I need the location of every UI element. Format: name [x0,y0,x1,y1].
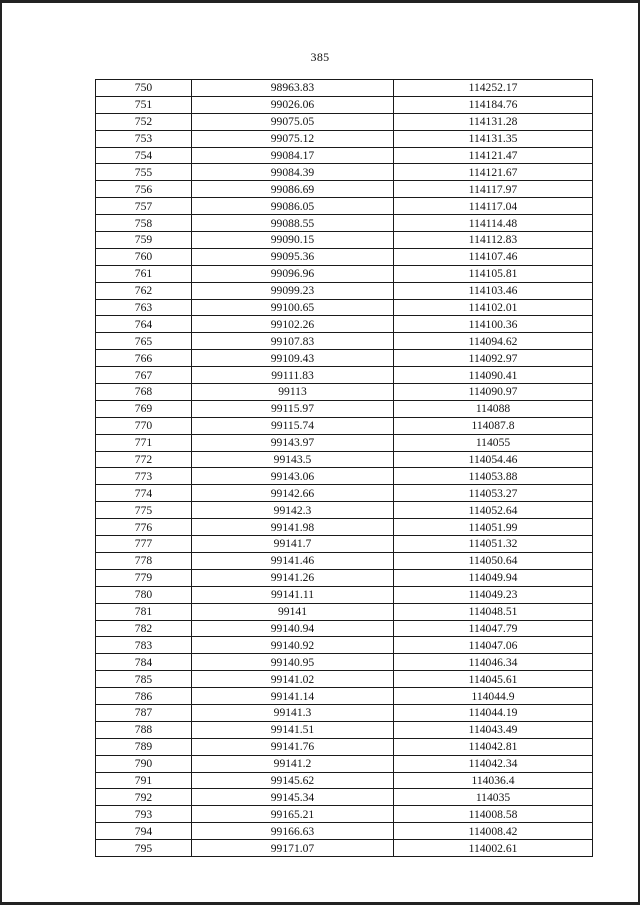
y-coordinate-cell: 114092.97 [394,350,593,367]
point-number-cell: 755 [96,164,192,181]
table-row [96,806,593,823]
x-coordinate-cell: 99140.94 [192,620,394,637]
table-row [96,215,593,232]
table-row [96,265,593,282]
table-row [96,316,593,333]
x-coordinate-cell: 99141 [192,603,394,620]
point-number-cell: 780 [96,586,192,603]
y-coordinate-cell: 114008.58 [394,806,593,823]
y-coordinate-cell: 114131.28 [394,113,593,130]
scan-border-top [0,0,640,3]
y-coordinate-cell: 114043.49 [394,721,593,738]
point-number-cell: 750 [96,80,192,97]
table-row [96,113,593,130]
table-row [96,738,593,755]
y-coordinate-cell: 114100.36 [394,316,593,333]
point-number-cell: 781 [96,603,192,620]
x-coordinate-cell: 99145.62 [192,772,394,789]
point-number-cell: 783 [96,637,192,654]
table-row [96,181,593,198]
x-coordinate-cell: 99107.83 [192,333,394,350]
y-coordinate-cell: 114045.61 [394,671,593,688]
x-coordinate-cell: 99115.97 [192,400,394,417]
y-coordinate-cell: 114184.76 [394,96,593,113]
y-coordinate-cell: 114044.9 [394,688,593,705]
y-coordinate-cell: 114117.04 [394,198,593,215]
y-coordinate-cell: 114036.4 [394,772,593,789]
point-number-cell: 779 [96,569,192,586]
table-row [96,654,593,671]
y-coordinate-cell: 114047.79 [394,620,593,637]
coordinate-table-body [96,80,593,857]
x-coordinate-cell: 99145.34 [192,789,394,806]
table-row [96,232,593,249]
point-number-cell: 760 [96,248,192,265]
coordinate-table [95,79,593,857]
x-coordinate-cell: 99086.05 [192,198,394,215]
table-row [96,755,593,772]
y-coordinate-cell: 114090.41 [394,367,593,384]
x-coordinate-cell: 99075.12 [192,130,394,147]
point-number-cell: 772 [96,451,192,468]
point-number-cell: 758 [96,215,192,232]
y-coordinate-cell: 114102.01 [394,299,593,316]
x-coordinate-cell: 99141.14 [192,688,394,705]
point-number-cell: 778 [96,552,192,569]
x-coordinate-cell: 99102.26 [192,316,394,333]
x-coordinate-cell: 99142.66 [192,485,394,502]
point-number-cell: 766 [96,350,192,367]
x-coordinate-cell: 99141.7 [192,536,394,553]
x-coordinate-cell: 99142.3 [192,502,394,519]
x-coordinate-cell: 99084.39 [192,164,394,181]
table-row [96,468,593,485]
y-coordinate-cell: 114035 [394,789,593,806]
x-coordinate-cell: 99086.69 [192,181,394,198]
x-coordinate-cell: 99140.92 [192,637,394,654]
x-coordinate-cell: 99143.06 [192,468,394,485]
table-row [96,569,593,586]
y-coordinate-cell: 114050.64 [394,552,593,569]
y-coordinate-cell: 114088 [394,400,593,417]
y-coordinate-cell: 114094.62 [394,333,593,350]
x-coordinate-cell: 99166.63 [192,823,394,840]
point-number-cell: 784 [96,654,192,671]
table-row [96,552,593,569]
point-number-cell: 765 [96,333,192,350]
x-coordinate-cell: 98963.83 [192,80,394,97]
point-number-cell: 761 [96,265,192,282]
x-coordinate-cell: 99140.95 [192,654,394,671]
table-row [96,400,593,417]
x-coordinate-cell: 99141.11 [192,586,394,603]
x-coordinate-cell: 99171.07 [192,840,394,857]
table-row [96,671,593,688]
table-row [96,704,593,721]
table-row [96,96,593,113]
point-number-cell: 793 [96,806,192,823]
y-coordinate-cell: 114090.97 [394,384,593,401]
y-coordinate-cell: 114002.61 [394,840,593,857]
table-row [96,417,593,434]
y-coordinate-cell: 114053.88 [394,468,593,485]
table-row [96,536,593,553]
x-coordinate-cell: 99141.26 [192,569,394,586]
point-number-cell: 763 [96,299,192,316]
point-number-cell: 773 [96,468,192,485]
table-row [96,130,593,147]
table-row [96,164,593,181]
x-coordinate-cell: 99100.65 [192,299,394,316]
point-number-cell: 762 [96,282,192,299]
y-coordinate-cell: 114042.81 [394,738,593,755]
x-coordinate-cell: 99084.17 [192,147,394,164]
table-row [96,299,593,316]
y-coordinate-cell: 114046.34 [394,654,593,671]
x-coordinate-cell: 99090.15 [192,232,394,249]
point-number-cell: 767 [96,367,192,384]
point-number-cell: 790 [96,755,192,772]
y-coordinate-cell: 114121.67 [394,164,593,181]
x-coordinate-cell: 99143.5 [192,451,394,468]
y-coordinate-cell: 114051.32 [394,536,593,553]
x-coordinate-cell: 99141.46 [192,552,394,569]
point-number-cell: 776 [96,519,192,536]
point-number-cell: 782 [96,620,192,637]
table-row [96,451,593,468]
y-coordinate-cell: 114117.97 [394,181,593,198]
point-number-cell: 792 [96,789,192,806]
table-row [96,282,593,299]
y-coordinate-cell: 114252.17 [394,80,593,97]
x-coordinate-cell: 99095.36 [192,248,394,265]
y-coordinate-cell: 114042.34 [394,755,593,772]
table-row [96,688,593,705]
point-number-cell: 787 [96,704,192,721]
y-coordinate-cell: 114053.27 [394,485,593,502]
point-number-cell: 794 [96,823,192,840]
table-row [96,147,593,164]
table-row [96,721,593,738]
y-coordinate-cell: 114047.06 [394,637,593,654]
table-row [96,840,593,857]
table-row [96,485,593,502]
point-number-cell: 754 [96,147,192,164]
x-coordinate-cell: 99143.97 [192,434,394,451]
table-row [96,637,593,654]
y-coordinate-cell: 114054.46 [394,451,593,468]
x-coordinate-cell: 99141.02 [192,671,394,688]
page-number: 385 [310,50,330,64]
point-number-cell: 769 [96,400,192,417]
point-number-cell: 753 [96,130,192,147]
x-coordinate-cell: 99115.74 [192,417,394,434]
point-number-cell: 752 [96,113,192,130]
x-coordinate-cell: 99099.23 [192,282,394,299]
y-coordinate-cell: 114103.46 [394,282,593,299]
y-coordinate-cell: 114087.8 [394,417,593,434]
y-coordinate-cell: 114105.81 [394,265,593,282]
point-number-cell: 770 [96,417,192,434]
y-coordinate-cell: 114055 [394,434,593,451]
x-coordinate-cell: 99141.98 [192,519,394,536]
point-number-cell: 757 [96,198,192,215]
point-number-cell: 751 [96,96,192,113]
y-coordinate-cell: 114112.83 [394,232,593,249]
point-number-cell: 795 [96,840,192,857]
x-coordinate-cell: 99111.83 [192,367,394,384]
table-row [96,384,593,401]
x-coordinate-cell: 99141.76 [192,738,394,755]
table-row [96,80,593,97]
x-coordinate-cell: 99026.06 [192,96,394,113]
y-coordinate-cell: 114131.35 [394,130,593,147]
point-number-cell: 759 [96,232,192,249]
table-row [96,434,593,451]
y-coordinate-cell: 114049.23 [394,586,593,603]
table-row [96,603,593,620]
x-coordinate-cell: 99141.3 [192,704,394,721]
y-coordinate-cell: 114008.42 [394,823,593,840]
point-number-cell: 788 [96,721,192,738]
table-row [96,586,593,603]
point-number-cell: 791 [96,772,192,789]
y-coordinate-cell: 114114.48 [394,215,593,232]
point-number-cell: 789 [96,738,192,755]
table-row [96,502,593,519]
table-row [96,772,593,789]
table-row [96,248,593,265]
scan-border-left [0,0,2,905]
table-row [96,367,593,384]
table-row [96,333,593,350]
y-coordinate-cell: 114051.99 [394,519,593,536]
x-coordinate-cell: 99141.2 [192,755,394,772]
point-number-cell: 764 [96,316,192,333]
x-coordinate-cell: 99113 [192,384,394,401]
table-row [96,789,593,806]
y-coordinate-cell: 114107.46 [394,248,593,265]
x-coordinate-cell: 99141.51 [192,721,394,738]
x-coordinate-cell: 99165.21 [192,806,394,823]
x-coordinate-cell: 99096.96 [192,265,394,282]
point-number-cell: 786 [96,688,192,705]
table-row [96,350,593,367]
x-coordinate-cell: 99109.43 [192,350,394,367]
point-number-cell: 775 [96,502,192,519]
y-coordinate-cell: 114052.64 [394,502,593,519]
point-number-cell: 771 [96,434,192,451]
y-coordinate-cell: 114049.94 [394,569,593,586]
point-number-cell: 768 [96,384,192,401]
x-coordinate-cell: 99088.55 [192,215,394,232]
point-number-cell: 777 [96,536,192,553]
y-coordinate-cell: 114121.47 [394,147,593,164]
point-number-cell: 756 [96,181,192,198]
x-coordinate-cell: 99075.05 [192,113,394,130]
point-number-cell: 774 [96,485,192,502]
table-row [96,823,593,840]
y-coordinate-cell: 114048.51 [394,603,593,620]
table-row [96,620,593,637]
point-number-cell: 785 [96,671,192,688]
y-coordinate-cell: 114044.19 [394,704,593,721]
table-row [96,198,593,215]
table-row [96,519,593,536]
